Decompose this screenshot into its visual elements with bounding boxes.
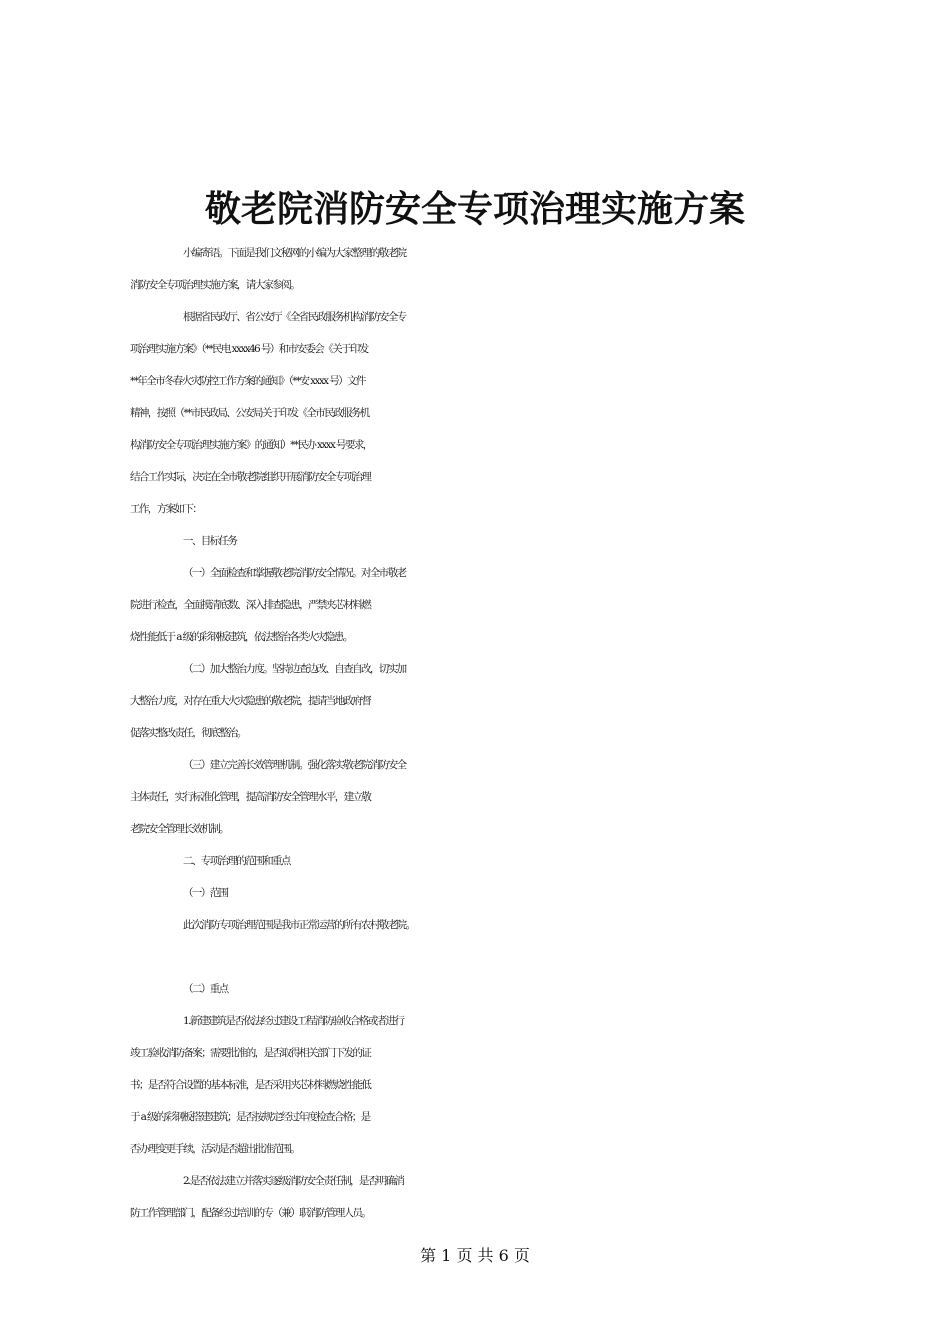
- paragraph-line: 否办理变更手续，活动是否超出批准范围。: [130, 1143, 300, 1155]
- paragraph-line: 于 a 级的彩钢板搭建建筑；是否按规定经过年度检查合格；是: [130, 1111, 370, 1123]
- paragraph-line: 大整治力度，对存在重大火灾隐患的敬老院，提请当地政府督: [130, 695, 371, 707]
- paragraph-line: 此次消防专项治理范围是我市正常运营的所有农村敬老院。: [183, 919, 415, 931]
- paragraph-line: 促落实整改责任，彻底整治。: [130, 727, 246, 739]
- paragraph-line: 院进行检查，全面摸清底数、深入排查隐患，严禁夹芯材料燃: [130, 599, 371, 611]
- paragraph-line: （三）建立完善长效管理机制。强化落实敬老院消防安全: [183, 759, 406, 771]
- paragraph-line: （一）全面检查和掌握敬老院消防安全情况。对全市敬老: [183, 567, 406, 579]
- paragraph-line: 烧性能低于 a 级的彩钢板建筑，依法整治各类火灾隐患。: [130, 631, 352, 643]
- paragraph-line: 竣工验收消防备案；需要批准的，是否取得相关部门下发的证: [130, 1047, 371, 1059]
- paragraph-line: 老院安全管理长效机制。: [130, 823, 228, 835]
- paragraph-line: 2.是否依法建立并落实逐级消防安全责任制，是否明确消: [183, 1175, 404, 1187]
- subsection-heading: （一）范围: [183, 887, 228, 899]
- paragraph-line: 消防安全专项治理实施方案，请大家参阅。: [130, 279, 300, 291]
- paragraph-line: 书；是否符合设置的基本标准，是否采用夹芯材料燃烧性能低: [130, 1079, 371, 1091]
- paragraph-line: 防工作管理部门，配备经过培训的专（兼）职消防管理人员。: [130, 1207, 371, 1219]
- paragraph-line: 工作，方案如下：: [130, 503, 202, 515]
- paragraph-line: 主体责任，实行标准化管理，提高消防安全管理水平，建立敬: [130, 791, 371, 803]
- paragraph-line: **年全市冬春火灾防控工作方案的通知》（**安 xxxx 号）文件: [130, 375, 365, 387]
- paragraph-line: 小编寄语。下面是我们文秘网的小编为大家整理的敬老院: [183, 247, 406, 259]
- page-footer: 第 1 页 共 6 页: [420, 1246, 530, 1265]
- section-heading: 二、专项治理的范围和重点: [183, 855, 290, 867]
- paragraph-line: 项治理实施方案》（**民电 xxxx46 号）和市安委会《关于印发: [130, 343, 368, 355]
- paragraph-line: 精神，按照（**市民政局、公安局关于印发《全市民政服务机: [130, 407, 369, 419]
- subsection-heading: （二）重点: [183, 983, 228, 995]
- paragraph-line: 构消防安全专项治理实施方案》的通知）**民办 xxxx 号要求，: [130, 439, 372, 451]
- paragraph-line: 根据省民政厅、省公安厅《全省民政服务机构消防安全专: [183, 311, 406, 323]
- paragraph-line: 1.新建建筑是否依法经过建设工程消防验收合格或者进行: [183, 1015, 404, 1027]
- paragraph-line: 结合工作实际，决定在全市敬老院组织开展消防安全专项治理: [130, 471, 371, 483]
- paragraph-line: （二）加大整治力度。坚持边查边改、自查自改，切实加: [183, 663, 406, 675]
- section-heading: 一、目标任务: [183, 535, 237, 547]
- document-title: 敬老院消防安全专项治理实施方案: [204, 188, 745, 230]
